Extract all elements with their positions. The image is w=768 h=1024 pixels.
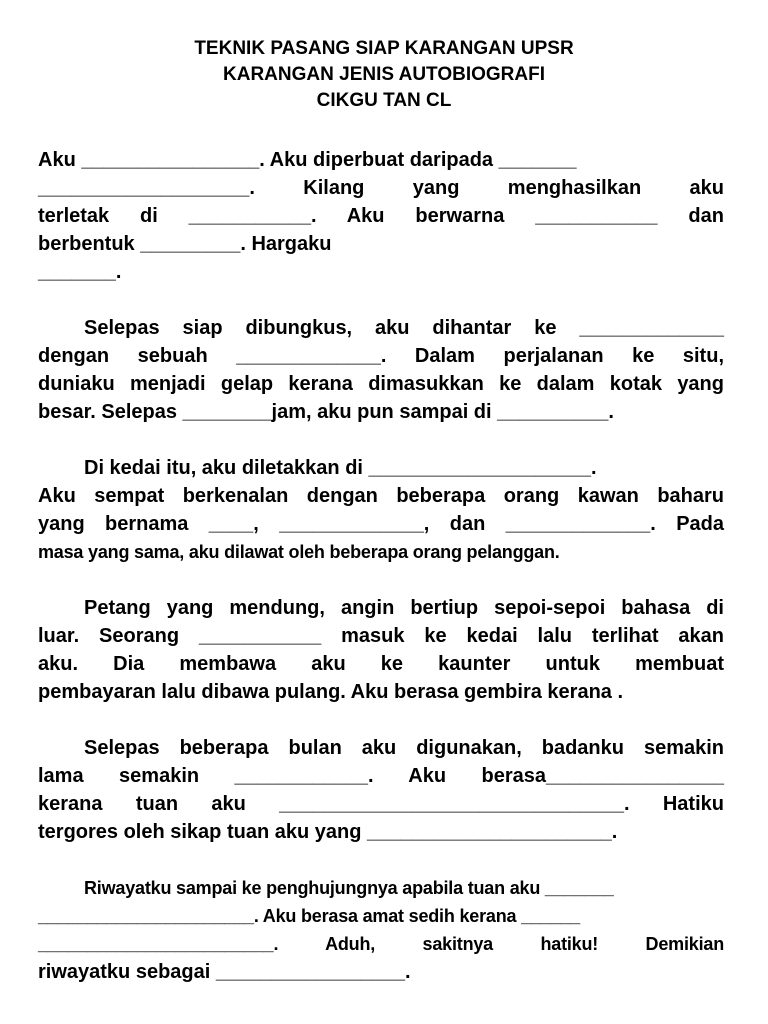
paragraph-3-line-2: Aku sempat berkenalan dengan beberapa orang kawan baharu xyxy=(38,485,724,507)
paragraph-1-line-5: _______. xyxy=(38,261,122,283)
paragraph-2-line-4: besar. Selepas ________jam, aku pun sampai di __________. xyxy=(38,401,614,423)
header-title-line-2: KARANGAN JENIS AUTOBIOGRAFI xyxy=(223,64,545,85)
paragraph-4-line-3: aku. Dia membawa aku ke kaunter untuk membuat xyxy=(38,653,724,675)
worksheet-header xyxy=(0,36,768,114)
header-title-line-3: CIKGU TAN CL xyxy=(316,90,452,111)
paragraph-6-line-1: Riwayatku sampai ke penghujungnya apabila tuan aku _______ xyxy=(84,878,614,898)
paragraph-3-line-3: yang bernama ____, _____________, dan _____________. Pada xyxy=(38,513,724,535)
paragraph-5-line-2: lama semakin ____________. Aku berasa________________ xyxy=(38,765,724,787)
paragraph-5-line-3: kerana tuan aku _______________________________. Hatiku xyxy=(38,793,724,815)
paragraph-1-line-3: terletak di ___________. Aku berwarna ___________ dan xyxy=(38,205,724,227)
paragraph-1-line-2: ___________________. Kilang yang menghasilkan aku xyxy=(38,177,724,199)
paragraph-1-line-4: berbentuk _________. Hargaku xyxy=(38,233,332,255)
paragraph-6-line-3: ________________________. Aduh, sakitnya hatiku! Demikian xyxy=(38,934,724,954)
paragraph-3-line-4: masa yang sama, aku dilawat oleh beberapa orang pelanggan. xyxy=(38,542,560,562)
paragraph-5-line-4: tergores oleh sikap tuan aku yang ______________________. xyxy=(38,821,618,843)
paragraph-4-line-4: pembayaran lalu dibawa pulang. Aku berasa gembira kerana . xyxy=(38,681,624,703)
paragraph-1-line-1: Aku ________________. Aku diperbuat daripada _______ xyxy=(38,149,577,171)
paragraph-4-line-1: Petang yang mendung, angin bertiup sepoi-sepoi bahasa di xyxy=(84,597,724,619)
paragraph-2-line-2: dengan sebuah _____________. Dalam perjalanan ke situ, xyxy=(38,345,724,367)
paragraph-2-line-1: Selepas siap dibungkus, aku dihantar ke _____________ xyxy=(84,317,724,339)
paragraph-6-line-2: ______________________. Aku berasa amat sedih kerana ______ xyxy=(38,906,580,926)
paragraph-6-line-4: riwayatku sebagai _________________. xyxy=(38,961,411,983)
header-title-line-1: TEKNIK PASANG SIAP KARANGAN UPSR xyxy=(194,38,574,59)
paragraph-5-line-1: Selepas beberapa bulan aku digunakan, badanku semakin xyxy=(84,737,724,759)
paragraph-2-line-3: duniaku menjadi gelap kerana dimasukkan ke dalam kotak yang xyxy=(38,373,724,395)
paragraph-4-line-2: luar. Seorang ___________ masuk ke kedai lalu terlihat akan xyxy=(38,625,724,647)
paragraph-3-line-1: Di kedai itu, aku diletakkan di ____________________. xyxy=(84,457,597,479)
